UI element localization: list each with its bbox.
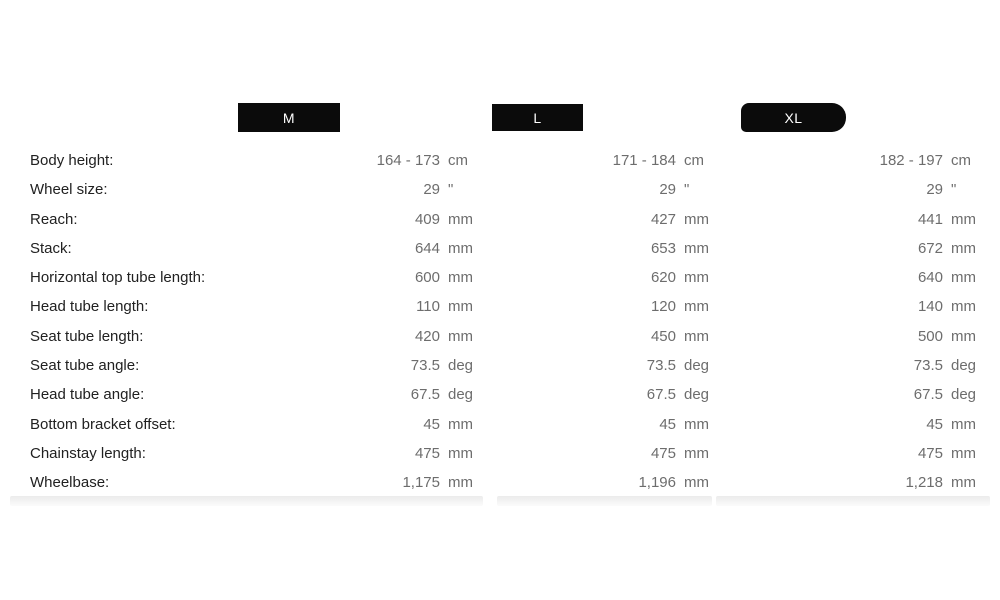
- geometry-label: Body height:: [30, 152, 114, 169]
- size-tab-xl[interactable]: XL: [741, 103, 846, 132]
- value-size-xl: 182 - 197: [879, 152, 943, 169]
- geometry-label: Seat tube length:: [30, 327, 144, 345]
- geometry-label: Bottom bracket offset:: [30, 415, 176, 433]
- value-size-xl: 73.5: [913, 357, 943, 375]
- geometry-row: [0, 292, 1000, 321]
- unit-size-xl: cm: [951, 152, 971, 169]
- geometry-row: [0, 263, 1000, 292]
- unit-size-l: deg: [684, 357, 710, 375]
- unit-size-l: cm: [684, 152, 704, 169]
- value-size-l: 475: [650, 444, 676, 462]
- value-size-l: 171 - 184: [612, 152, 676, 169]
- geometry-row: [0, 380, 1000, 409]
- unit-size-m: mm: [448, 327, 473, 345]
- unit-size-l: mm: [684, 444, 709, 462]
- value-size-xl: 640: [917, 269, 943, 287]
- unit-size-m: mm: [448, 415, 473, 433]
- geometry-label: Horizontal top tube length:: [30, 269, 206, 287]
- geometry-label: Head tube length:: [30, 298, 149, 316]
- unit-size-m: mm: [448, 298, 473, 316]
- unit-size-m: mm: [448, 269, 473, 287]
- value-size-l: 450: [650, 327, 676, 345]
- value-size-xl: 29: [926, 181, 943, 199]
- unit-size-l: mm: [684, 327, 709, 345]
- geometry-row: [0, 322, 1000, 351]
- value-size-l: 73.5: [646, 357, 676, 375]
- geometry-row: [0, 205, 1000, 234]
- unit-size-xl: mm: [951, 415, 976, 433]
- value-size-l: 653: [650, 239, 676, 257]
- unit-size-xl: mm: [951, 327, 976, 345]
- value-size-m: 644: [414, 239, 440, 257]
- unit-size-xl: deg: [951, 386, 977, 404]
- unit-size-m: mm: [448, 239, 473, 257]
- value-size-m: 409: [414, 210, 440, 228]
- value-size-l: 427: [650, 210, 676, 228]
- unit-size-l: mm: [684, 269, 709, 287]
- value-size-m: 600: [414, 269, 440, 287]
- value-size-l: 1,196: [638, 474, 676, 492]
- unit-size-xl: deg: [951, 357, 977, 375]
- geometry-label: Reach:: [30, 210, 78, 228]
- unit-size-m: mm: [448, 210, 473, 228]
- unit-size-l: ": [684, 181, 690, 199]
- panel-bottom-shadow-m: [10, 496, 483, 506]
- geometry-row: [0, 234, 1000, 263]
- value-size-l: 120: [650, 298, 676, 316]
- value-size-l: 29: [659, 181, 676, 199]
- geometry-label: Seat tube angle:: [30, 357, 140, 375]
- geometry-label: Stack:: [30, 239, 72, 257]
- geometry-label: Chainstay length:: [30, 444, 146, 462]
- value-size-l: 620: [650, 269, 676, 287]
- value-size-xl: 475: [917, 444, 943, 462]
- unit-size-l: mm: [684, 415, 709, 433]
- value-size-m: 67.5: [410, 386, 440, 404]
- size-tab-m[interactable]: M: [238, 103, 340, 132]
- panel-bottom-shadow-xl: [716, 496, 990, 506]
- value-size-m: 73.5: [410, 357, 440, 375]
- value-size-xl: 441: [917, 210, 943, 228]
- unit-size-m: ": [448, 181, 454, 199]
- unit-size-xl: mm: [951, 474, 976, 492]
- value-size-xl: 140: [917, 298, 943, 316]
- value-size-m: 1,175: [402, 474, 440, 492]
- geometry-row: [0, 468, 1000, 497]
- value-size-l: 67.5: [646, 386, 676, 404]
- panel-bottom-shadow-l: [497, 496, 712, 506]
- value-size-xl: 500: [917, 327, 943, 345]
- geometry-label: Head tube angle:: [30, 386, 145, 404]
- value-size-m: 29: [423, 181, 440, 199]
- unit-size-m: mm: [448, 444, 473, 462]
- geometry-label: Wheelbase:: [30, 474, 110, 492]
- unit-size-xl: mm: [951, 269, 976, 287]
- unit-size-xl: mm: [951, 298, 976, 316]
- geometry-table: [0, 146, 1000, 498]
- geometry-row: [0, 146, 1000, 175]
- unit-size-xl: ": [951, 181, 957, 199]
- size-tab-l[interactable]: L: [492, 104, 583, 131]
- unit-size-l: mm: [684, 210, 709, 228]
- geometry-row: [0, 175, 1000, 204]
- unit-size-m: deg: [448, 357, 474, 375]
- unit-size-xl: mm: [951, 210, 976, 228]
- geometry-row: [0, 439, 1000, 468]
- unit-size-xl: mm: [951, 444, 976, 462]
- unit-size-m: cm: [448, 152, 468, 169]
- geometry-label: Wheel size:: [30, 181, 108, 199]
- value-size-m: 420: [414, 327, 440, 345]
- value-size-m: 164 - 173: [376, 152, 440, 169]
- value-size-xl: 1,218: [905, 474, 943, 492]
- value-size-l: 45: [659, 415, 676, 433]
- value-size-m: 45: [423, 415, 440, 433]
- value-size-m: 110: [416, 298, 440, 316]
- unit-size-l: mm: [684, 474, 709, 492]
- unit-size-m: mm: [448, 474, 473, 492]
- geometry-row: [0, 351, 1000, 380]
- unit-size-l: mm: [684, 239, 709, 257]
- value-size-m: 475: [414, 444, 440, 462]
- value-size-xl: 672: [917, 239, 943, 257]
- unit-size-xl: mm: [951, 239, 976, 257]
- value-size-xl: 45: [926, 415, 943, 433]
- unit-size-l: mm: [684, 298, 709, 316]
- unit-size-l: deg: [684, 386, 710, 404]
- geometry-row: [0, 410, 1000, 439]
- value-size-xl: 67.5: [913, 386, 943, 404]
- unit-size-m: deg: [448, 386, 474, 404]
